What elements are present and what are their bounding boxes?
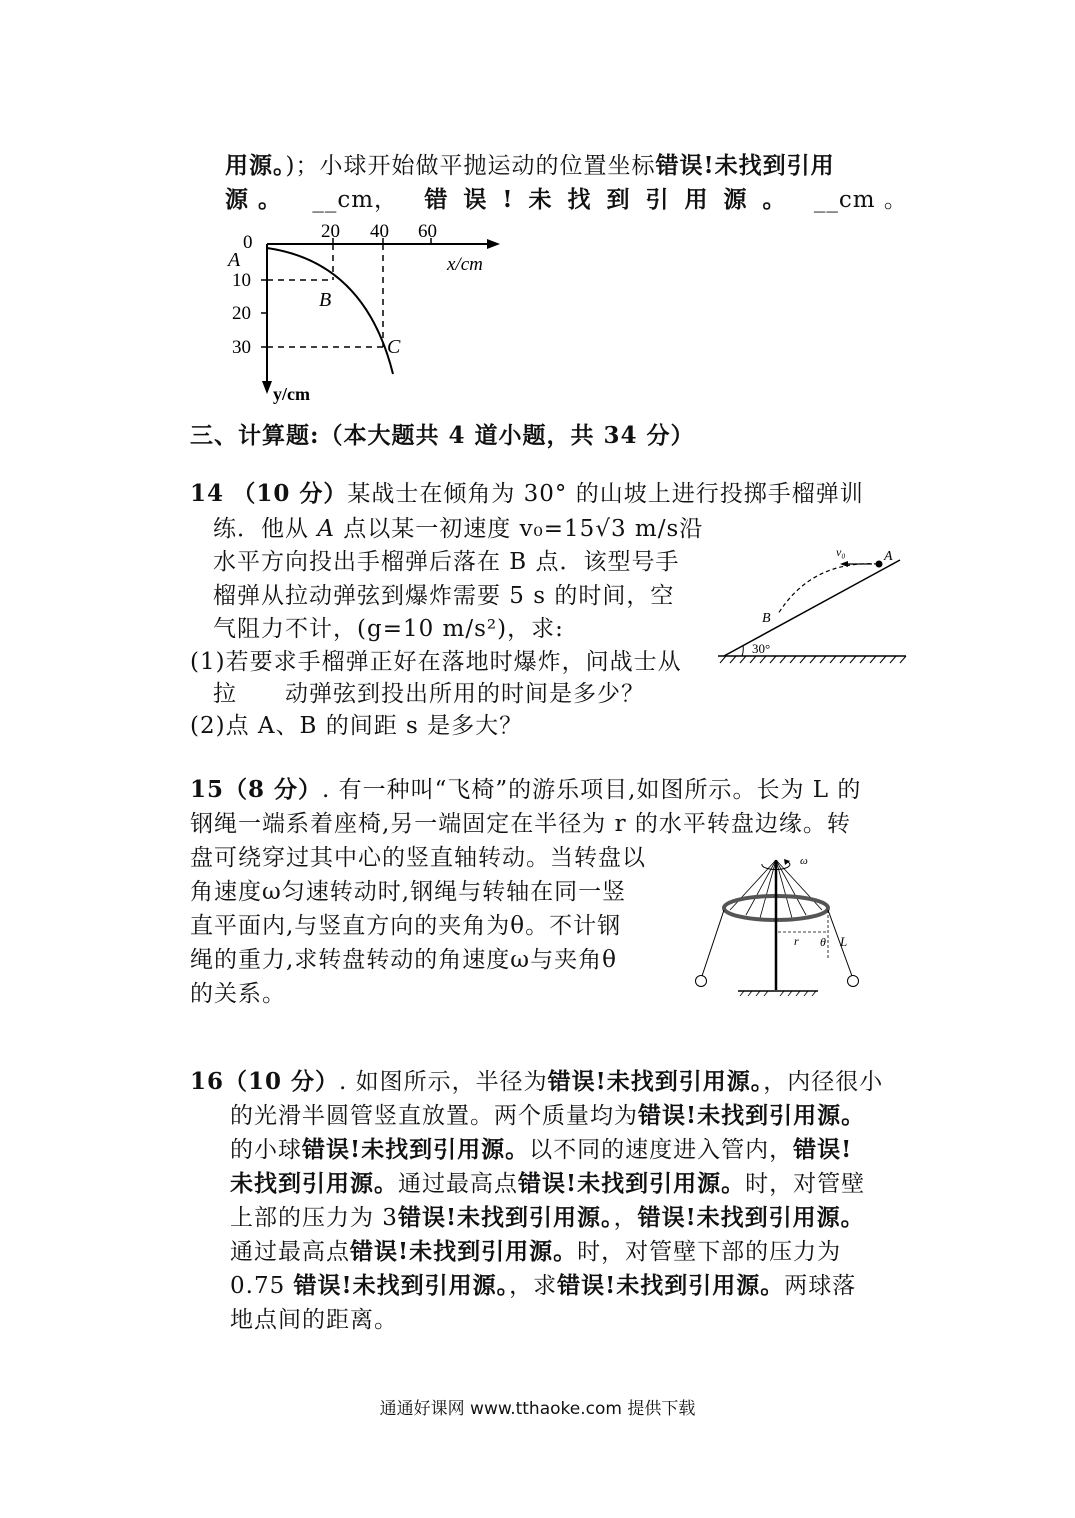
q13-text: )；小球开始做平抛运动的位置坐标: [285, 153, 656, 179]
q14-text: 点以某一初速度: [343, 516, 512, 542]
q14-line-1: [190, 478, 864, 510]
q15-line-2: 钢绳一端系着座椅,另一端固定在半径为 r 的水平转盘边缘。转: [190, 811, 851, 837]
q16-text: 的小球: [230, 1137, 302, 1163]
q16-line-6: [230, 1236, 841, 1268]
error-ref: 错误!: [793, 1136, 853, 1163]
q13-line-2: [225, 184, 908, 216]
y-tick-30: 30: [232, 337, 251, 358]
q15-line-4: 角速度ω匀速转动时,钢绳与转轴在同一竖: [190, 879, 627, 905]
q16-text: ，求: [509, 1273, 558, 1299]
q16-text: ，: [613, 1205, 638, 1231]
question-number: 16: [190, 1068, 225, 1095]
y-tick-10: 10: [232, 270, 251, 291]
q16-text: ，内径很小: [763, 1069, 884, 1095]
q16-text: 的光滑半圆管竖直放置。两个质量均为: [230, 1103, 638, 1129]
q14-line-6: (1)若要求手榴弹正好在落地时爆炸，问战士从: [190, 649, 682, 675]
error-ref: 未找到引用源。: [230, 1170, 398, 1197]
q14-line-3: 水平方向投出手榴弹后落在 B 点．该型号手: [213, 549, 680, 575]
q16-line-8: 地点间的距离。: [230, 1307, 398, 1333]
radius-label: r: [794, 934, 799, 948]
point-c-label: C: [387, 336, 401, 358]
q16-text: 0.75: [230, 1273, 286, 1299]
q14-line-7: 拉 动弹弦到投出所用的时间是多少？: [213, 681, 645, 707]
error-ref: 错 误 ! 未 找 到 引 用 源 。: [424, 186, 790, 213]
point-a-label: A: [228, 249, 241, 271]
q16-line-4: [230, 1168, 865, 1200]
trajectory-figure: [215, 222, 515, 407]
q16-text: 上部的压力为 3: [230, 1205, 398, 1231]
error-ref: 错误!未找到引用源。: [302, 1136, 530, 1163]
error-ref: 错误!未找到引用源。: [397, 1204, 614, 1231]
length-label: L: [840, 934, 848, 949]
error-ref: 错误!未找到引用源。: [638, 1102, 866, 1129]
x-tick-40: 40: [370, 222, 389, 242]
error-ref: 错误!未找到引用源。: [547, 1068, 764, 1095]
q15-line-5: 直平面内,与竖直方向的夹角为θ。不计钢: [190, 913, 622, 939]
q16-line-7: [230, 1270, 856, 1302]
point-b-label: B: [762, 611, 771, 626]
y-axis-label: y/cm: [273, 384, 310, 404]
q16-text: . 如图所示，半径为: [339, 1069, 548, 1095]
q14-line-5: 气阻力不计，(g=10 m/s²)，求:: [213, 616, 564, 642]
q16-line-3: [230, 1134, 852, 1166]
theta-label: θ: [820, 935, 826, 949]
q14-text: 练．他从: [213, 516, 309, 542]
q14-text: 沿: [679, 516, 704, 542]
q14-var: A: [317, 516, 335, 542]
error-ref: 源 。: [225, 186, 283, 213]
x-tick-20: 20: [321, 222, 340, 242]
q16-line-5: [230, 1202, 865, 1234]
q13-line-1: [225, 150, 835, 182]
origin-label: 0: [243, 232, 253, 253]
slope-angle-label: 30°: [752, 641, 771, 656]
section-3-heading: 三、计算题:（本大题共 4 道小题，共 34 分）: [190, 422, 695, 449]
page-footer: 通通好课网 www.tthaoke.com 提供下载: [379, 1399, 696, 1419]
flying-chair-figure: [688, 850, 868, 1000]
q15-line-3: 盘可绕穿过其中心的竖直轴转动。当转盘以: [190, 845, 646, 871]
q16-text: 时，对管壁下部的压力为: [577, 1239, 842, 1265]
error-ref: 错误!未找到引用源。: [350, 1238, 578, 1265]
error-ref: 错误!未找到引用源。: [293, 1272, 510, 1299]
error-ref: 错误!未找到引用源。: [557, 1272, 785, 1299]
q16-line-1: [190, 1066, 883, 1098]
q14-text: 某战士在倾角为 30° 的山坡上进行投掷手榴弹训: [347, 481, 864, 507]
question-number: 15: [190, 776, 225, 803]
q16-text: 两球落: [784, 1273, 857, 1299]
slope-figure: [712, 540, 912, 670]
x-axis-label: x/cm: [447, 254, 483, 275]
q15-line-1: [190, 774, 861, 806]
q16-line-2: [230, 1100, 865, 1132]
question-points: （8 分）: [224, 776, 323, 803]
q15-text: . 有一种叫“飞椅”的游乐项目,如图所示。长为 L 的: [322, 777, 862, 803]
q14-line-2: [213, 513, 703, 545]
q14-line-4: 榴弹从拉动弹弦到爆炸需要 5 s 的时间，空: [213, 583, 675, 609]
y-tick-20: 20: [232, 303, 251, 324]
error-ref: 错误!未找到引用: [655, 152, 835, 179]
blank-x: __cm，: [312, 187, 399, 213]
q14-line-8: (2)点 A、B 的间距 s 是多大？: [190, 713, 524, 739]
question-points: （10 分）: [224, 1068, 340, 1095]
point-a-label: A: [884, 549, 893, 564]
q14-formula: v₀=15√3 m/s: [519, 516, 680, 542]
x-tick-60: 60: [418, 222, 437, 242]
q16-text: 以不同的速度进入管内，: [529, 1137, 794, 1163]
question-number: 14: [190, 480, 225, 507]
error-ref: 用源。: [225, 152, 286, 179]
omega-label: ω: [800, 855, 808, 867]
q16-text: 通过最高点: [230, 1239, 350, 1265]
point-b-label: B: [319, 289, 332, 311]
blank-y: __cm 。: [813, 187, 908, 213]
error-ref: 错误!未找到引用源。: [637, 1204, 865, 1231]
v0-label: v₀: [836, 545, 846, 559]
q15-line-6: 绳的重力,求转盘转动的角速度ω与夹角θ: [190, 947, 617, 973]
q16-text: 通过最高点: [398, 1171, 518, 1197]
q15-line-7: 的关系。: [190, 981, 286, 1007]
error-ref: 错误!未找到引用源。: [518, 1170, 746, 1197]
question-points: （10 分）: [232, 480, 348, 507]
q16-text: 时，对管壁: [745, 1171, 866, 1197]
